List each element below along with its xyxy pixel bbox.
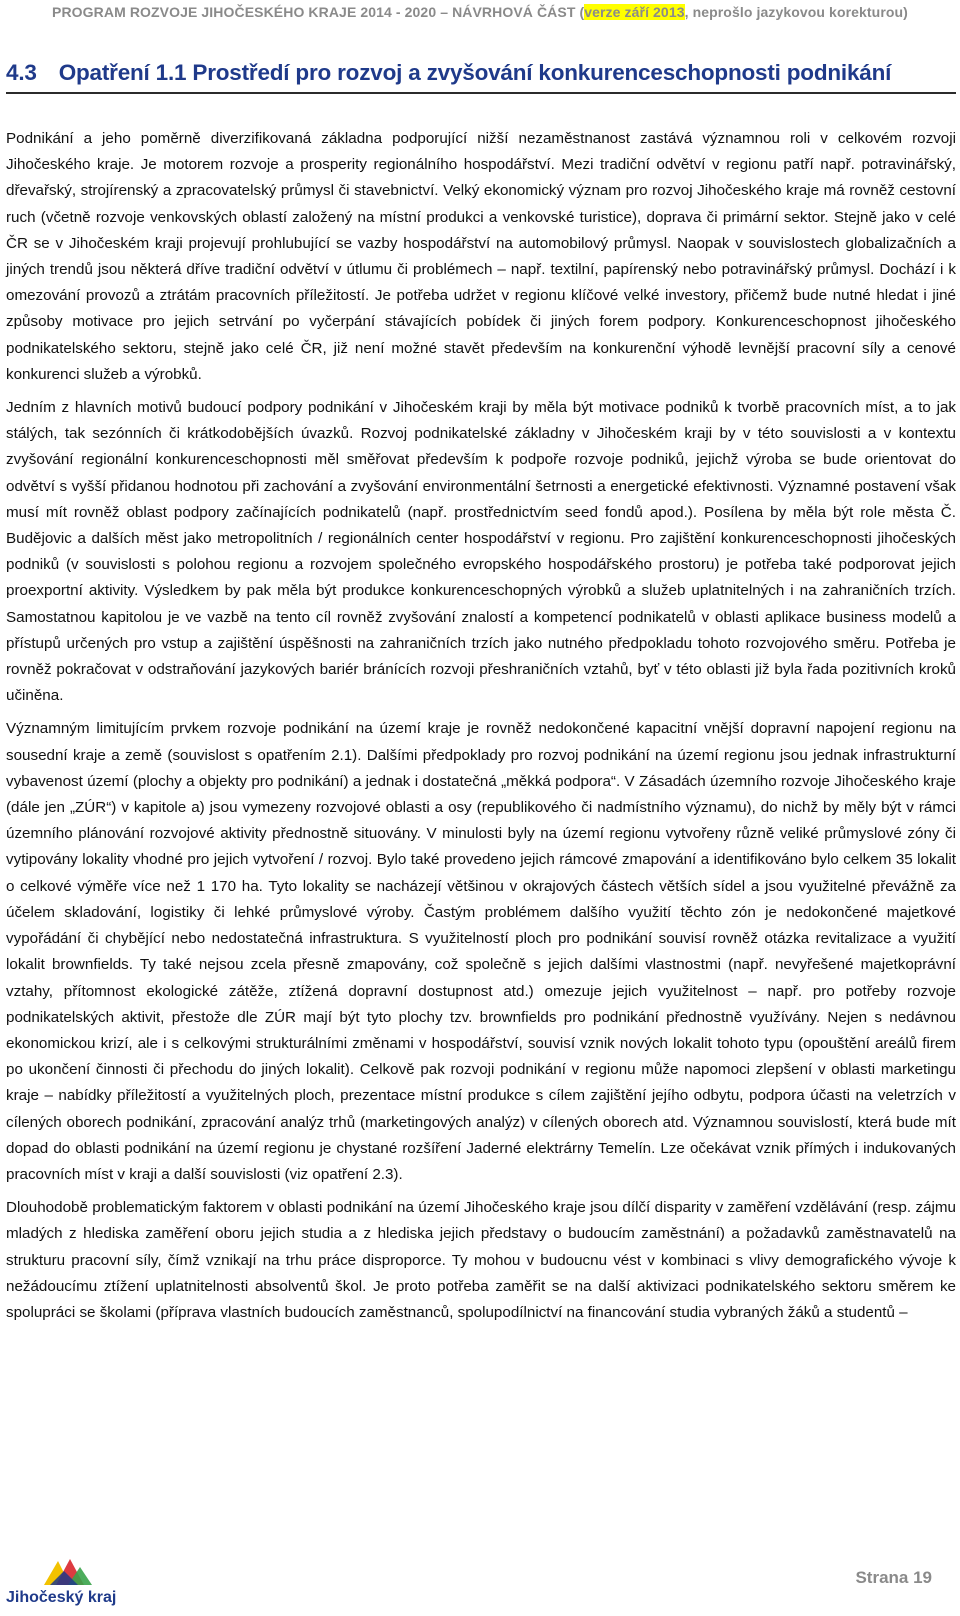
paragraph: Dlouhodobě problematickým faktorem v oblasti podnikání na území Jihočeského kraje jsou dílčí disparity v zaměření vzdělávání (resp. zájmu mladých z hlediska zaměření oboru jejich studia a z hlediska jejich představy o budoucím zaměstnání) a požadavků zaměstnavatelů na strukturu pracovní síly, čímž vznikají na trhu práce disproporce. Ty mohou v budoucnu vést v kombinaci s vlivy demografického vývoje k nežádoucímu ztížení uplatnitelnosti absolventů škol. Je proto potřeba zaměřit se na další aktivizaci podnikatelského sektoru směrem ke spolupráci se školami (příprava vlastních budoucích zaměstnanců, spolupodílnictví na financování studia vybraných žáků a studentů – bbox=[6, 1199, 956, 1321]
section-number: 4.3 bbox=[6, 60, 37, 85]
header-text-after: , neprošlo jazykovou korekturou) bbox=[684, 4, 908, 20]
header-text-before: PROGRAM ROZVOJE JIHOČESKÉHO KRAJE 2014 - 2020 – NÁVRHOVÁ ČÁST ( bbox=[52, 4, 585, 20]
section-heading bbox=[6, 60, 956, 86]
paragraph: Významným limitujícím prvkem rozvoje podnikání na území kraje je rovněž nedokončené kapacitní vnější dopravní napojení regionu na sousední kraje a země (souvislost s opatřením 2.1). Dalšími předpoklady pro rozvoj podnikání na území regionu jsou jednak infrastrukturní vybavenost území (plochy a objekty pro podnikání) a jednak i dostatečná „měkká podpora“. V Zásadách územního rozvoje Jihočeského kraje (dále jen „ZÚR“) v kapitole a) jsou vymezeny rozvojové oblasti a osy (republikového či nadmístního významu), do nichž by měly být v rámci územního plánování rozvojové aktivity přednostně situovány. V minulosti byly na území regionu vytvořeny různě veliké průmyslové zóny či vytipovány lokality vhodné pro jejich vytvoření / rozvoj. Bylo také provedeno jejich rámcové zmapování a identifikováno bylo celkem 35 lokalit o celkové výměře více než 1 170 ha. Tyto lokality se nacházejí většinou v okrajových částech větších sídel a jsou využitelné převážně za účelem skladování, logistiky či lehké průmyslové výroby. Častým problémem dalšího využití těchto zón je nedokončené majetkové vypořádání či chybějící nebo nedostatečná infrastruktura. S využitelností ploch pro podnikání souvisí rovněž otázka revitalizace a využití lokalit brownfields. Ty také nejsou zcela přesně zmapovány, což společně s jejich dalšími vlastnostmi (např. nevyřešené majetkoprávní vztahy, přítomnost ekologické zátěže, ztížená dopravní dostupnost atd.) omezuje jejich využitelnost – např. pro potřeby rozvoje podnikatelských aktivit, přestože dle ZÚR mají být tyto plochy tzv. brownfields pro podnikání přednostně využívány. Nejen s nedávnou ekonomickou krizí, ale i s celkovými strukturálními změnami v hospodářství, souvisí vznik nových lokalit tohoto typu (opouštění areálů firem po ukončení činnosti či přechodu do jiných lokalit). Celkově pak rozvoji podnikání v regionu může napomoci zlepšení v oblasti marketingu kraje – nabídky příležitostí a využitelných ploch, prezentace místní produkce s cílem zajištění jejího odbytu, podpora účasti na veletrzích v cílených oborech podnikání, zpracování analýz trhů (marketingových analýz) v cílených oborech atd. Významnou souvislostí, která bude mít dopad do oblasti podnikání na území regionu je chystané rozšíření Jaderné elektrárny Temelín. Lze očekávat vznik přímých i indukovaných pracovních míst v kraji a další souvislosti (viz opatření 2.3). bbox=[6, 720, 956, 1183]
section-heading-block bbox=[6, 60, 956, 94]
header-version-highlight: verze září 2013 bbox=[584, 4, 685, 20]
jihocesky-kraj-logo bbox=[6, 1555, 146, 1611]
body-content bbox=[6, 126, 956, 1333]
logo-text: Jihočeský kraj bbox=[6, 1589, 117, 1606]
paragraph: Jedním z hlavních motivů budoucí podpory podnikání v Jihočeském kraji by měla být motivace podniků k tvorbě pracovních míst, a to jak stálých, tak sezónních či krátkodobějších úvazků. Rozvoj podnikatelské základny v Jihočeském kraji by v této souvislosti a v kontextu zvyšování regionální konkurenceschopnosti měl směřovat především k podpoře rozvoje podniků, jejichž výroba se bude orientovat do odvětví s vyšší přidanou hodnotou při zachování a zvyšování environmentální šetrnosti a energetické efektivnosti. Významné postavení však musí mít rovněž oblast podpory začínajících podnikatelů (např. prostřednictvím seed fondů apod.). Posílena by měla být role města Č. Budějovic a dalších měst jako metropolitních / regionálních center hospodářství v regionu. Pro zajištění konkurenceschopnosti jihočeských podniků (v souvislosti s polohou regionu a rozvojem společného evropského hospodářského prostoru) je potřeba také podporovat jejich proexportní aktivity. Výsledkem by pak měla být produkce konkurenceschopných výrobků a služeb uplatnitelných i na zahraničních trzích. Samostatnou kapitolou je ve vazbě na tento cíl rovněž zvyšování znalostí a kompetencí podnikatelů v oblasti aplikace business modelů a přístupů určených pro vstup a zajištění úspěšnosti na zahraničních trzích jako nutného předpokladu tohoto rozvojového směru. Potřeba je rovněž pokračovat v odstraňování jazykových bariér bránících rozvoji přeshraničních vztahů, byť v této oblasti již byla řada pozitivních kroků učiněna. bbox=[6, 399, 956, 705]
section-title: Opatření 1.1 Prostředí pro rozvoj a zvyšování konkurenceschopnosti podnikání bbox=[58, 60, 892, 85]
heading-rule bbox=[6, 92, 956, 94]
page-number: Strana 19 bbox=[855, 1568, 932, 1587]
running-header bbox=[0, 0, 960, 20]
region-logo-icon bbox=[40, 1555, 96, 1589]
paragraph: Podnikání a jeho poměrně diverzifikovaná základna podporující nižší nezaměstnanost zastává významnou roli v celkovém rozvoji Jihočeského kraje. Je motorem rozvoje a prosperity regionálního hospodářství. Mezi tradiční odvětví v regionu patří např. potravinářský, dřevařský, strojírenský a zpracovatelský průmysl či stavebnictví. Velký ekonomický význam pro rozvoj Jihočeského kraje má rovněž cestovní ruch (včetně rozvoje venkovských oblastí založený na místní produkci a venkovské turistice), doprava či primární sektor. Stejně jako v celé ČR se v Jihočeském kraji projevují prohlubující se vazby hospodářství na automobilový průmysl. Naopak v souvislostech globalizačních a jiných trendů jsou některá dříve tradiční odvětví v útlumu či problémech – např. textilní, papírenský nebo potravinářský průmysl. Dochází i k omezování provozů a ztrátám pracovních příležitostí. Je potřeba udržet v regionu klíčové velké investory, přičemž bude nutné hledat i jiné způsoby motivace pro jejich setrvání po vyčerpání stávajících pobídek či jiných forem podpory. Konkurenceschopnost jihočeského podnikatelského sektoru, stejně jako celé ČR, již není možné stavět především na konkurenční výhodě levnější pracovní síly a cenové konkurenci služeb a výrobků. bbox=[6, 130, 956, 383]
